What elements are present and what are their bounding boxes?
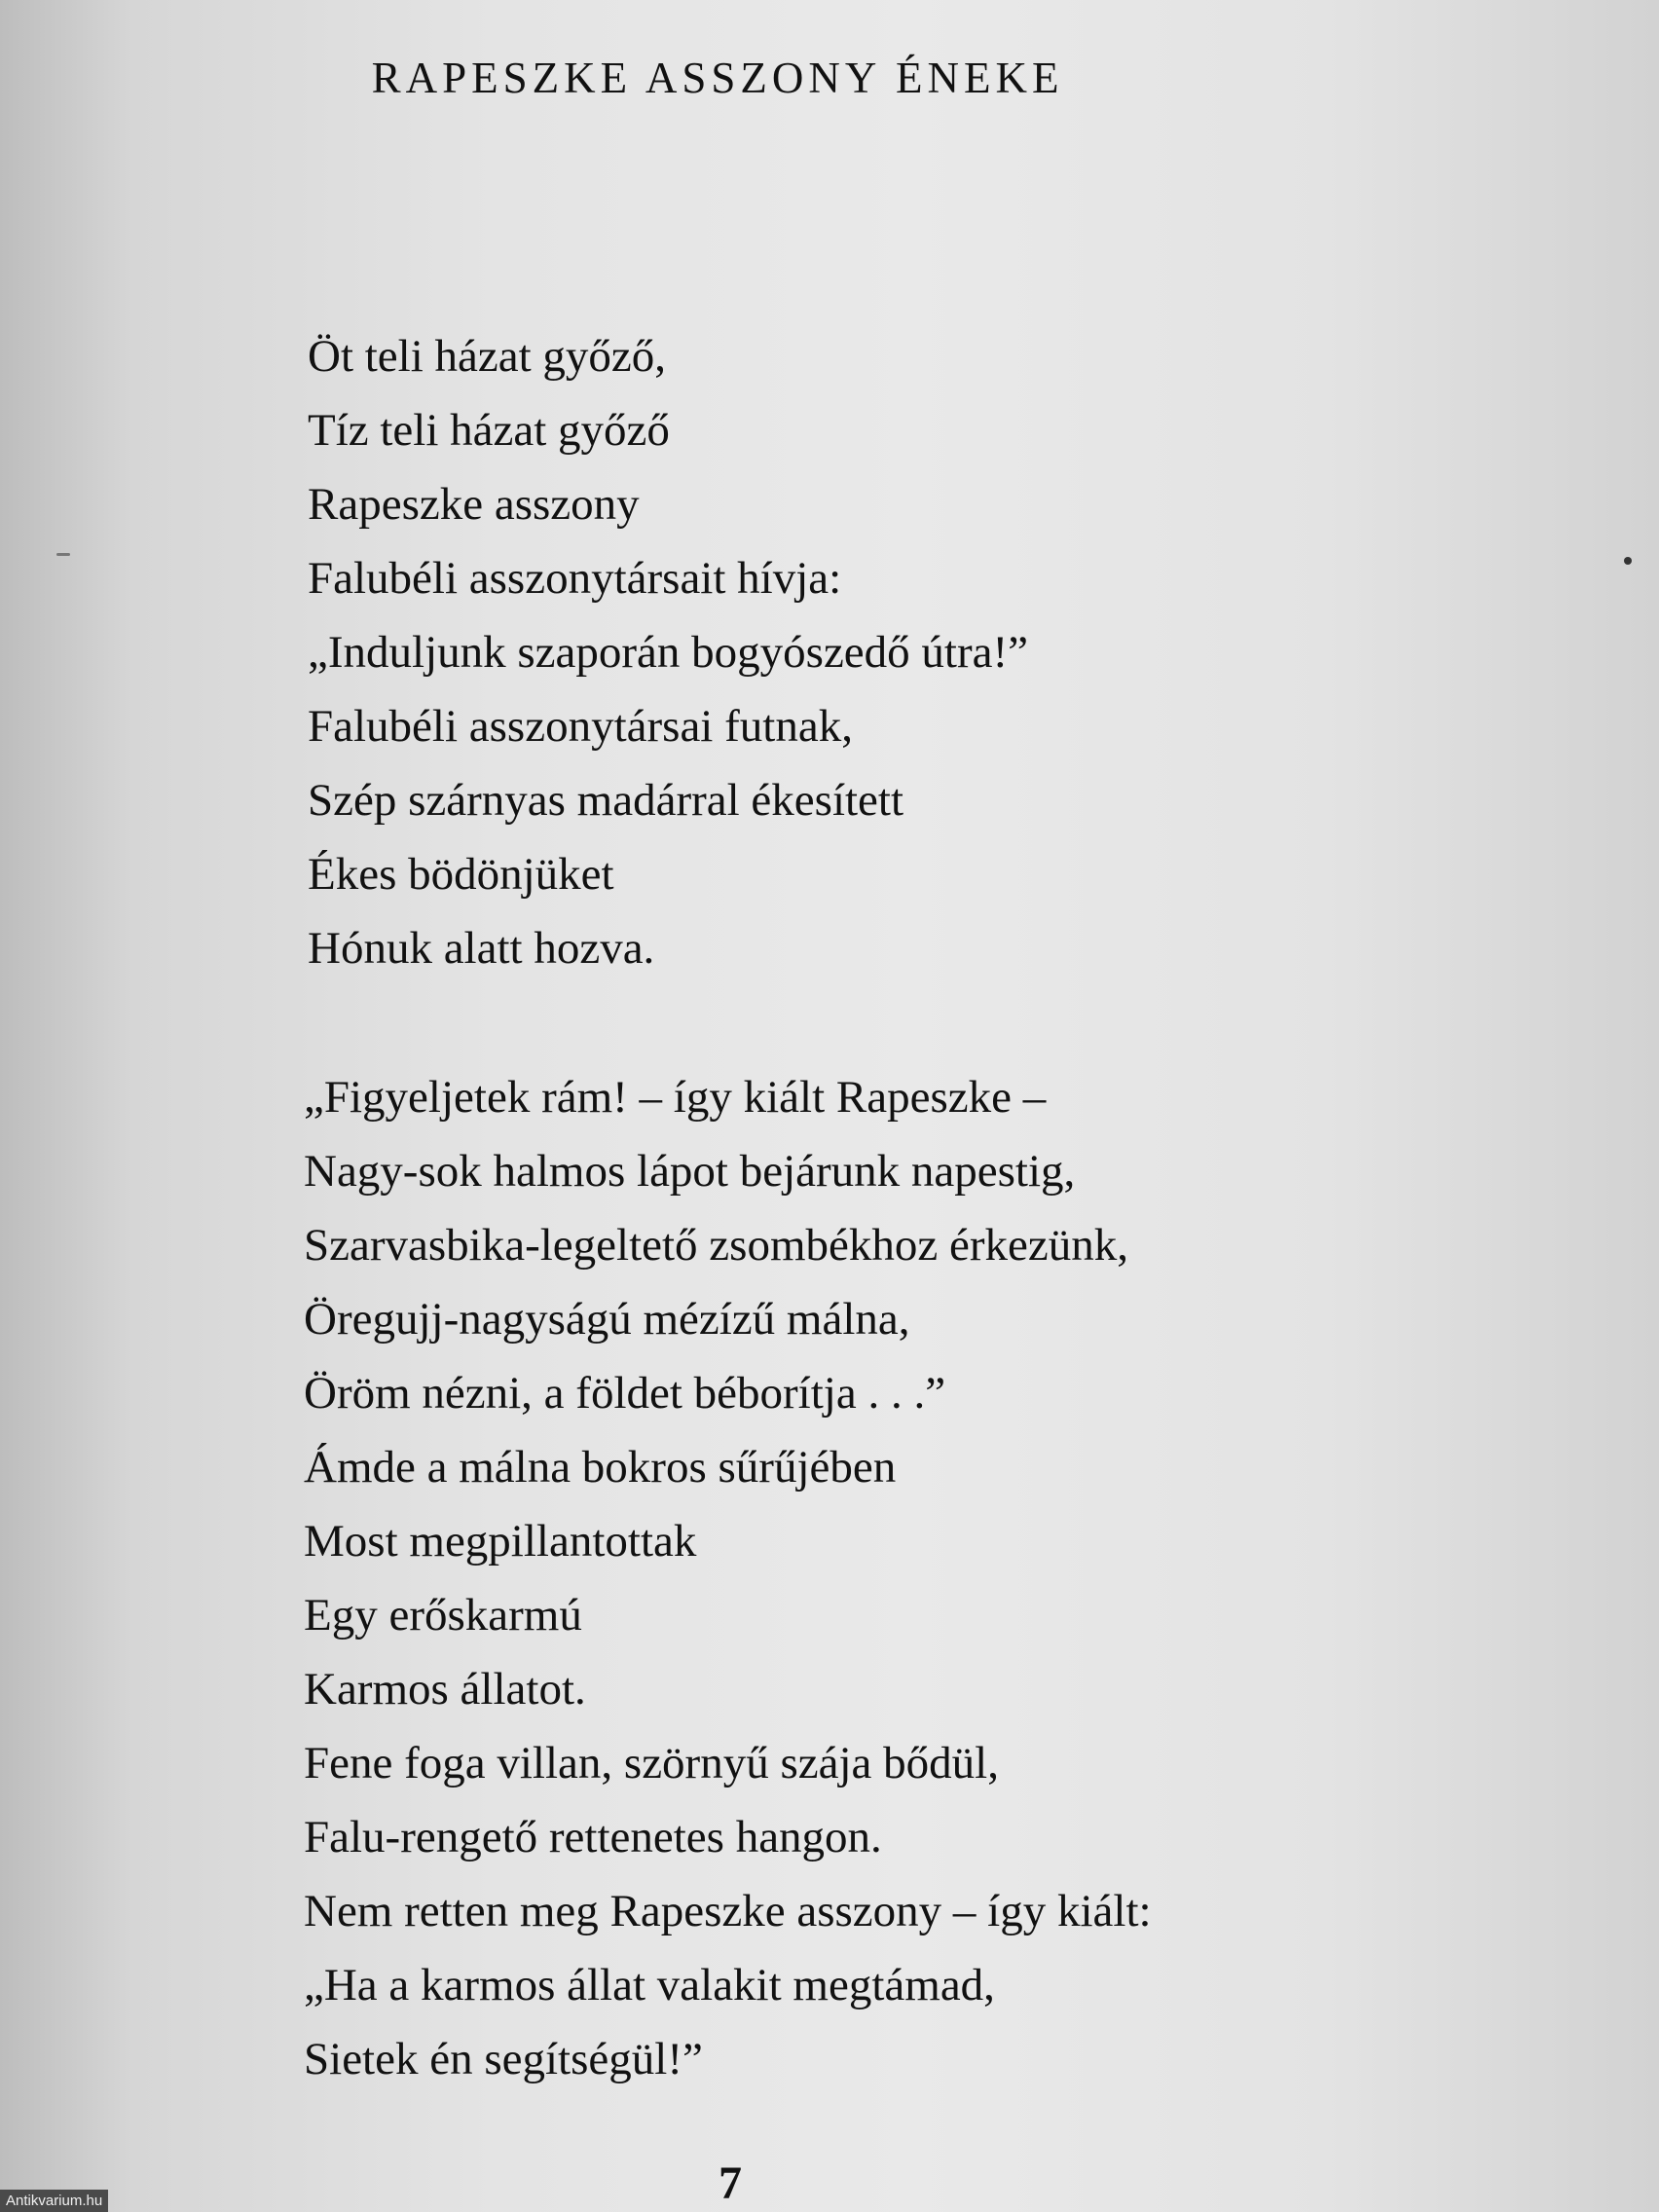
watermark: Antikvarium.hu bbox=[0, 2190, 108, 2212]
poem-line: Ékes bödönjüket bbox=[308, 849, 614, 900]
poem-line: Tíz teli házat győző bbox=[308, 405, 670, 456]
poem-line: Karmos állatot. bbox=[304, 1664, 586, 1714]
poem-line: „Induljunk szaporán bogyószedő útra!” bbox=[308, 627, 1028, 678]
poem-line: Most megpillantottak bbox=[304, 1516, 697, 1567]
poem-line: Sietek én segítségül!” bbox=[304, 2034, 703, 2084]
poem-line: Öt teli házat győző, bbox=[308, 331, 667, 382]
stanza-2 bbox=[304, 1060, 1152, 2096]
poem-line: Rapeszke asszony bbox=[308, 479, 640, 530]
poem-line: Falu-rengető rettenetes hangon. bbox=[304, 1812, 882, 1862]
poem-title: RAPESZKE ASSZONY ÉNEKE bbox=[371, 54, 1064, 102]
poem-line: Nagy-sok halmos lápot bejárunk napestig, bbox=[304, 1146, 1076, 1197]
poem-line: Szép szárnyas madárral ékesített bbox=[308, 775, 904, 826]
poem-line: „Ha a karmos állat valakit megtámad, bbox=[304, 1960, 995, 2010]
poem-line: Hónuk alatt hozva. bbox=[308, 923, 655, 974]
poem-line: Öregujj-nagyságú mézízű málna, bbox=[304, 1294, 910, 1345]
poem-line: Fene foga villan, szörnyű szája bődül, bbox=[304, 1738, 999, 1788]
poem-line: Öröm nézni, a földet béborítja . . .” bbox=[304, 1368, 946, 1419]
paper-speck bbox=[56, 553, 70, 556]
poem-line: Nem retten meg Rapeszke asszony – így kiált: bbox=[304, 1886, 1152, 1936]
poem-line: „Figyeljetek rám! – így kiált Rapeszke – bbox=[304, 1072, 1047, 1123]
poem-line: Ámde a málna bokros sűrűjében bbox=[304, 1442, 897, 1493]
paper-speck bbox=[1624, 557, 1632, 565]
poem-line: Szarvasbika-legeltető zsombékhoz érkezünk, bbox=[304, 1220, 1128, 1271]
stanza-1 bbox=[308, 319, 1028, 985]
poem-line: Falubéli asszonytársai futnak, bbox=[308, 701, 853, 752]
page-number: 7 bbox=[719, 2157, 742, 2209]
poem-line: Falubéli asszonytársait hívja: bbox=[308, 553, 842, 604]
poem-line: Egy erőskarmú bbox=[304, 1590, 582, 1641]
